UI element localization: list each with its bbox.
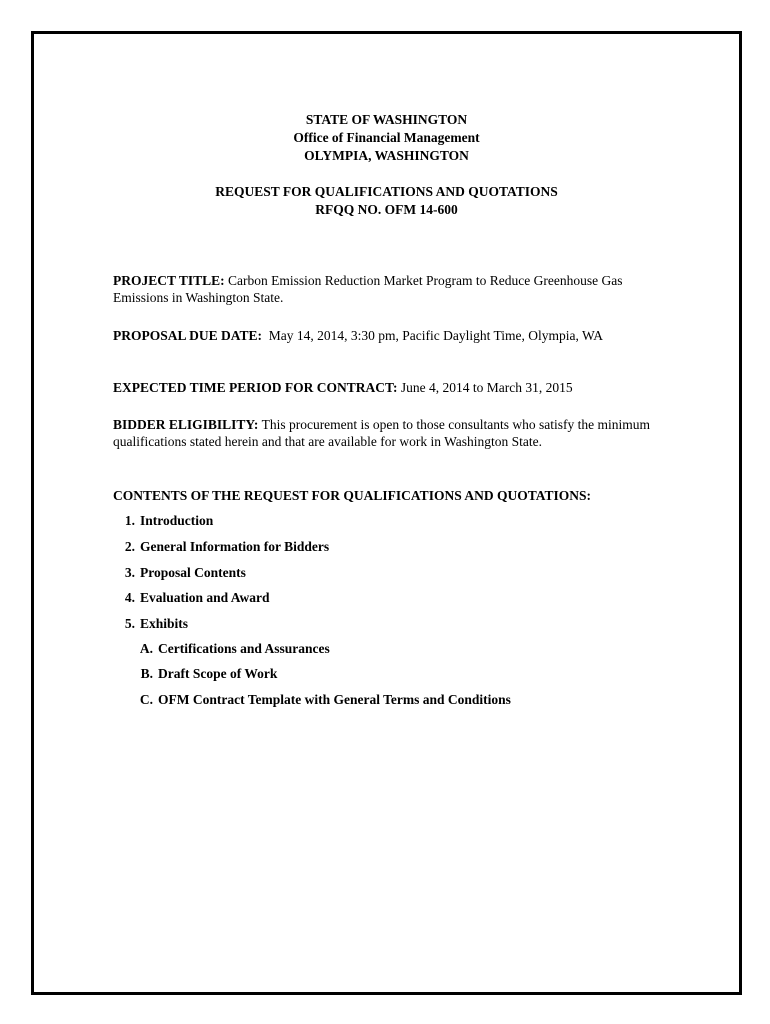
exhibit-item-letter: B. xyxy=(140,666,153,681)
exhibit-item xyxy=(131,691,511,708)
project-title-section xyxy=(113,272,673,306)
toc-item xyxy=(113,538,329,555)
toc-item xyxy=(113,564,246,581)
exhibit-item xyxy=(131,665,277,682)
toc-item-label: Evaluation and Award xyxy=(140,590,270,605)
header-city: OLYMPIA, WASHINGTON xyxy=(304,148,469,163)
project-title-label: PROJECT TITLE: xyxy=(113,273,225,288)
toc-item-label: Introduction xyxy=(140,513,214,528)
due-date-value: May 14, 2014, 3:30 pm, Pacific Daylight Time, Olympia, WA xyxy=(268,328,604,343)
exhibit-item-label: OFM Contract Template with General Terms and Conditions xyxy=(158,692,511,707)
title-rfqq: REQUEST FOR QUALIFICATIONS AND QUOTATIONS xyxy=(215,184,558,199)
rfqq-number: RFQQ NO. OFM 14-600 xyxy=(315,202,458,217)
agency-header xyxy=(34,111,739,165)
bidder-eligibility-value: This procurement is open to those consultants who satisfy the minimum qualifications stated herein and that are available for work in Washington State. xyxy=(113,417,651,449)
toc-item-number: 3. xyxy=(124,565,135,580)
due-date-section xyxy=(113,327,673,344)
contents-heading: CONTENTS OF THE REQUEST FOR QUALIFICATIONS AND QUOTATIONS: xyxy=(113,488,591,503)
contract-period-label: EXPECTED TIME PERIOD FOR CONTRACT: xyxy=(113,380,398,395)
toc-item-label: General Information for Bidders xyxy=(140,539,330,554)
bidder-eligibility-label: BIDDER ELIGIBILITY: xyxy=(113,417,259,432)
toc-item xyxy=(113,589,270,606)
exhibit-item-letter: C. xyxy=(139,692,153,707)
project-title-value: Carbon Emission Reduction Market Program to Reduce Greenhouse Gas Emissions in Washington State. xyxy=(113,273,623,305)
toc-item-number: 5. xyxy=(124,616,135,631)
exhibit-item-label: Draft Scope of Work xyxy=(158,666,278,681)
exhibit-item-label: Certifications and Assurances xyxy=(158,641,330,656)
toc-item-number: 1. xyxy=(124,513,135,528)
exhibit-item xyxy=(131,640,330,657)
due-date-label: PROPOSAL DUE DATE: xyxy=(113,328,263,343)
exhibit-item-letter: A. xyxy=(139,641,153,656)
header-state: STATE OF WASHINGTON xyxy=(305,112,468,127)
toc-item xyxy=(113,615,188,632)
toc-item xyxy=(113,512,213,529)
contract-period-section xyxy=(113,379,673,396)
bidder-eligibility-section xyxy=(113,416,673,450)
header-office: Office of Financial Management xyxy=(293,130,480,145)
contract-period-value: June 4, 2014 to March 31, 2015 xyxy=(400,380,573,395)
toc-item-number: 2. xyxy=(124,539,135,554)
document-title xyxy=(34,183,739,219)
toc-item-label: Proposal Contents xyxy=(140,565,246,580)
toc-item-number: 4. xyxy=(124,590,135,605)
toc-item-label: Exhibits xyxy=(140,616,189,631)
